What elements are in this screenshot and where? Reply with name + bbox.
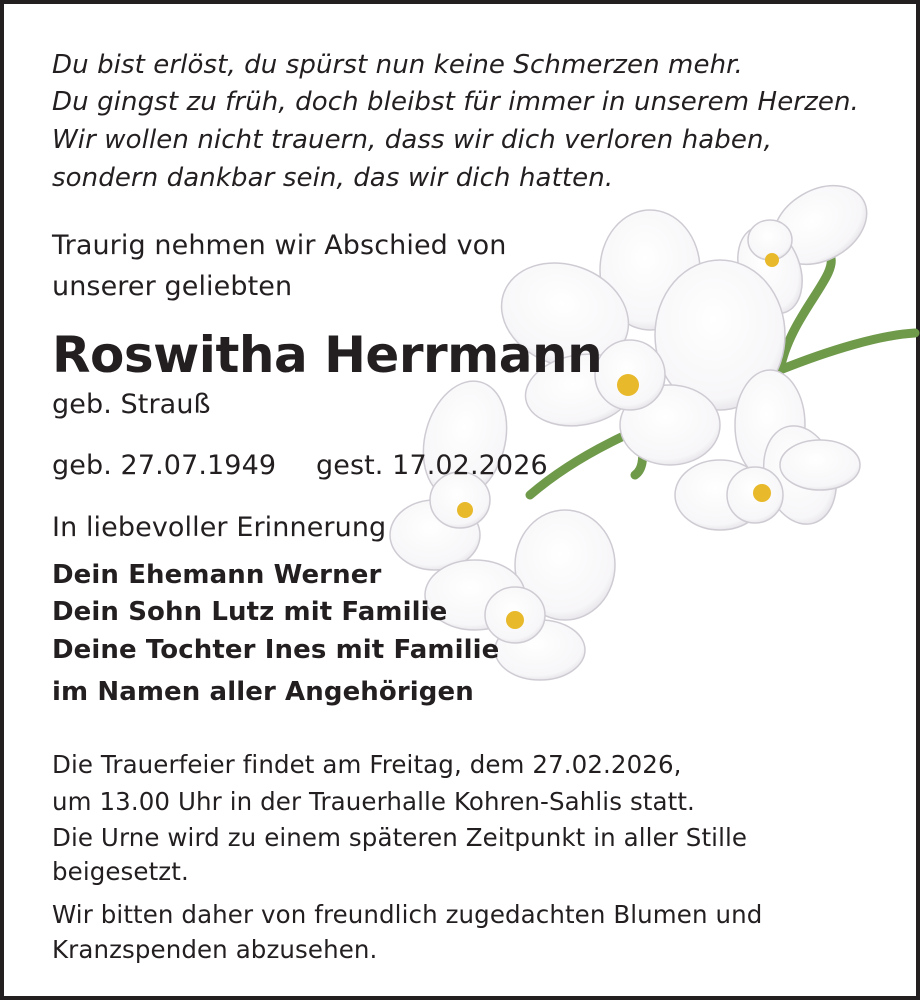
poem-line: Wir wollen nicht trauern, dass wir dich verloren haben, xyxy=(52,125,772,155)
poem-line: Du bist erlöst, du spürst nun keine Schmerzen mehr. xyxy=(52,50,743,80)
intro-line: Traurig nehmen wir Abschied von xyxy=(52,230,507,261)
mourner: im Namen aller Angehörigen xyxy=(52,677,474,707)
deceased-name: Roswitha Herrmann xyxy=(52,326,603,384)
ceremony-line: beigesetzt. xyxy=(52,857,189,886)
death-date: gest. 17.02.2026 xyxy=(316,450,548,481)
mourner: Dein Ehemann Werner xyxy=(52,560,382,590)
poem-line: Du gingst zu früh, doch bleibst für immer in unserem Herzen. xyxy=(52,87,859,117)
request-line: Wir bitten daher von freundlich zugedachten Blumen und xyxy=(52,900,763,929)
birth-date: geb. 27.07.1949 xyxy=(52,450,277,481)
memory-line: In liebevoller Erinnerung xyxy=(52,512,387,543)
intro-line: unserer geliebten xyxy=(52,271,293,302)
ceremony-line: Die Trauerfeier findet am Freitag, dem 27.02.2026, xyxy=(52,750,682,779)
request-line: Kranzspenden abzusehen. xyxy=(52,935,378,964)
poem-line: sondern dankbar sein, das wir dich hatten. xyxy=(52,163,614,193)
mourner: Deine Tochter Ines mit Familie xyxy=(52,635,500,665)
ceremony-line: um 13.00 Uhr in der Trauerhalle Kohren-Sahlis statt. xyxy=(52,787,695,816)
mourner: Dein Sohn Lutz mit Familie xyxy=(52,597,448,627)
maiden-name: geb. Strauß xyxy=(52,389,211,420)
ceremony-line: Die Urne wird zu einem späteren Zeitpunkt in aller Stille xyxy=(52,823,748,852)
